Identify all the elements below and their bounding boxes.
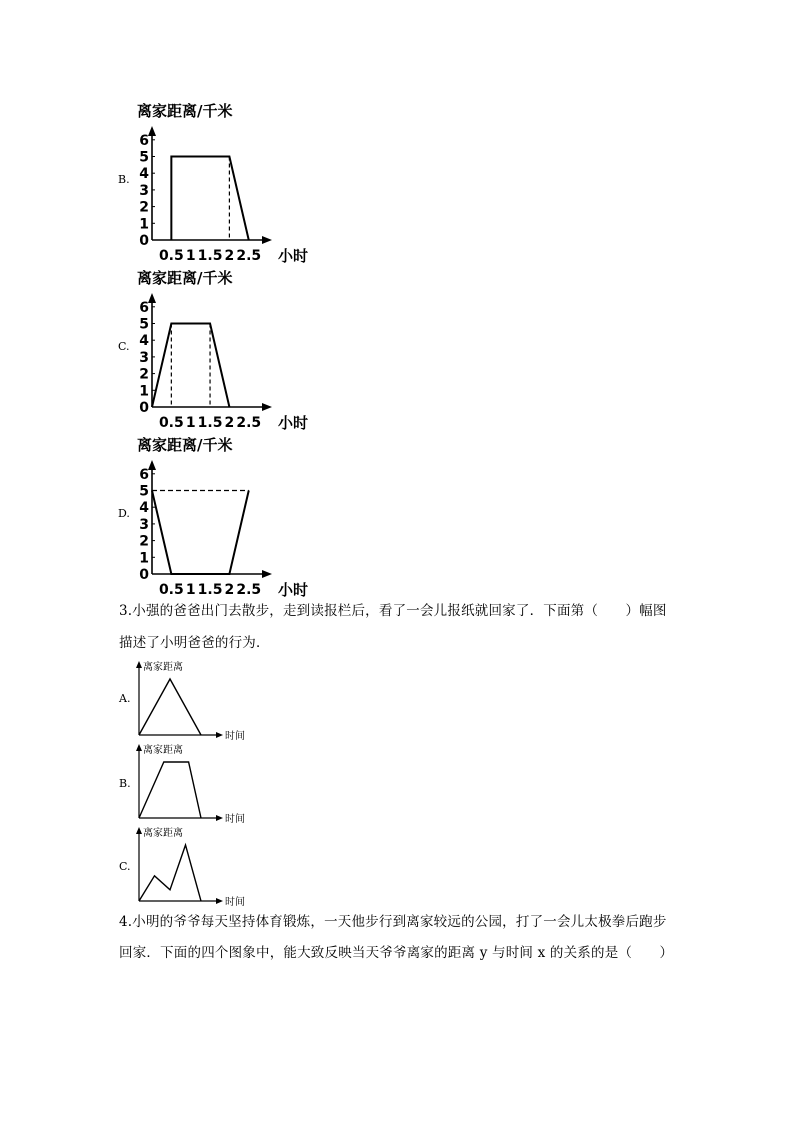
x-tick-label: 0.5 — [158, 248, 184, 264]
x-tick-label: 2.5 — [236, 248, 262, 264]
y-tick-label: 4 — [139, 166, 149, 183]
option-label-a-small: A. — [119, 692, 131, 705]
chart-title: 离家距离/千米 — [137, 269, 233, 287]
x-tick-label: 2 — [224, 248, 235, 264]
x-tick-label: 2.5 — [236, 582, 262, 598]
question-4-line-1: 4.小明的爷爷每天坚持体育锻炼，一天他步行到离家较远的公园，打了一会儿太极拳后跑步 — [119, 914, 667, 930]
distance-line — [152, 491, 249, 575]
option-label-d: D. — [118, 507, 130, 520]
option-label-c: C. — [118, 340, 130, 353]
y-axis-label: 离家距离 — [143, 828, 183, 839]
question-3-line-2: 描述了小明爸爸的行为． — [119, 635, 270, 651]
y-tick-label: 2 — [139, 533, 149, 550]
x-axis-label: 小时 — [278, 581, 309, 599]
y-axis-arrow — [136, 744, 142, 751]
y-axis-label: 离家距离 — [143, 745, 183, 756]
x-tick-label: 1.5 — [197, 415, 223, 431]
x-axis-arrow — [262, 403, 272, 411]
y-tick-label: 4 — [139, 500, 149, 517]
distance-chart-d — [137, 436, 308, 599]
x-tick-label: 1 — [185, 415, 196, 431]
y-axis-arrow — [136, 827, 142, 834]
y-axis-arrow — [148, 126, 156, 136]
x-axis-arrow — [216, 815, 223, 821]
x-tick-label: 1.5 — [197, 582, 223, 598]
option-label-c-small: C. — [119, 860, 131, 873]
y-tick-label: 2 — [139, 366, 149, 383]
y-tick-label: 0 — [139, 400, 149, 416]
x-tick-label: 0.5 — [158, 582, 184, 598]
x-axis-arrow — [262, 236, 272, 244]
question-3-line-1: 3.小强的爸爸出门去散步，走到读报栏后，看了一会儿报纸就回家了．下面第（ ）幅图 — [119, 603, 667, 619]
x-tick-label: 0.5 — [158, 415, 184, 431]
distance-sketch-line — [139, 762, 201, 818]
x-axis-label: 小时 — [278, 247, 309, 265]
y-tick-label: 3 — [139, 516, 149, 533]
distance-chart-c — [137, 269, 308, 432]
y-tick-label: 6 — [139, 132, 149, 149]
y-tick-label: 6 — [139, 466, 149, 483]
x-tick-label: 2 — [224, 582, 235, 598]
question-4-line-2: 回家．下面的四个图象中，能大致反映当天爷爷离家的距离 y 与时间 x 的关系的是（ ） — [119, 945, 674, 961]
y-tick-label: 1 — [139, 216, 149, 233]
y-tick-label: 3 — [139, 349, 149, 366]
distance-chart-b — [137, 102, 308, 265]
x-tick-label: 1 — [185, 582, 196, 598]
y-tick-label: 0 — [139, 233, 149, 249]
x-axis-label: 时间 — [225, 897, 245, 908]
sketch-chart-b — [136, 743, 245, 825]
y-axis-arrow — [136, 661, 142, 668]
sketch-chart-a — [136, 660, 245, 742]
x-axis-label: 小时 — [278, 414, 309, 432]
y-axis-arrow — [148, 460, 156, 470]
distance-sketch-line — [139, 679, 201, 735]
y-tick-label: 2 — [139, 199, 149, 216]
y-axis-arrow — [148, 293, 156, 303]
x-axis-arrow — [216, 732, 223, 738]
chart-title: 离家距离/千米 — [137, 436, 233, 454]
y-tick-label: 3 — [139, 182, 149, 199]
x-axis-label: 时间 — [225, 731, 245, 742]
y-tick-label: 6 — [139, 299, 149, 316]
x-axis-label: 时间 — [225, 814, 245, 825]
y-tick-label: 0 — [139, 567, 149, 583]
y-tick-label: 4 — [139, 333, 149, 350]
y-tick-label: 5 — [139, 483, 149, 500]
x-axis-arrow — [262, 570, 272, 578]
chart-title: 离家距离/千米 — [137, 102, 233, 120]
option-label-b: B. — [118, 173, 130, 186]
x-tick-label: 1.5 — [197, 248, 223, 264]
x-axis-arrow — [216, 898, 223, 904]
distance-line — [171, 157, 248, 241]
y-tick-label: 5 — [139, 149, 149, 166]
distance-line — [152, 324, 229, 408]
y-tick-label: 1 — [139, 550, 149, 567]
y-tick-label: 5 — [139, 316, 149, 333]
y-tick-label: 1 — [139, 383, 149, 400]
x-tick-label: 2.5 — [236, 415, 262, 431]
x-tick-label: 1 — [185, 248, 196, 264]
option-label-b-small: B. — [119, 777, 131, 790]
distance-sketch-line — [139, 845, 201, 901]
y-axis-label: 离家距离 — [143, 662, 183, 673]
sketch-chart-c — [136, 826, 245, 908]
x-tick-label: 2 — [224, 415, 235, 431]
